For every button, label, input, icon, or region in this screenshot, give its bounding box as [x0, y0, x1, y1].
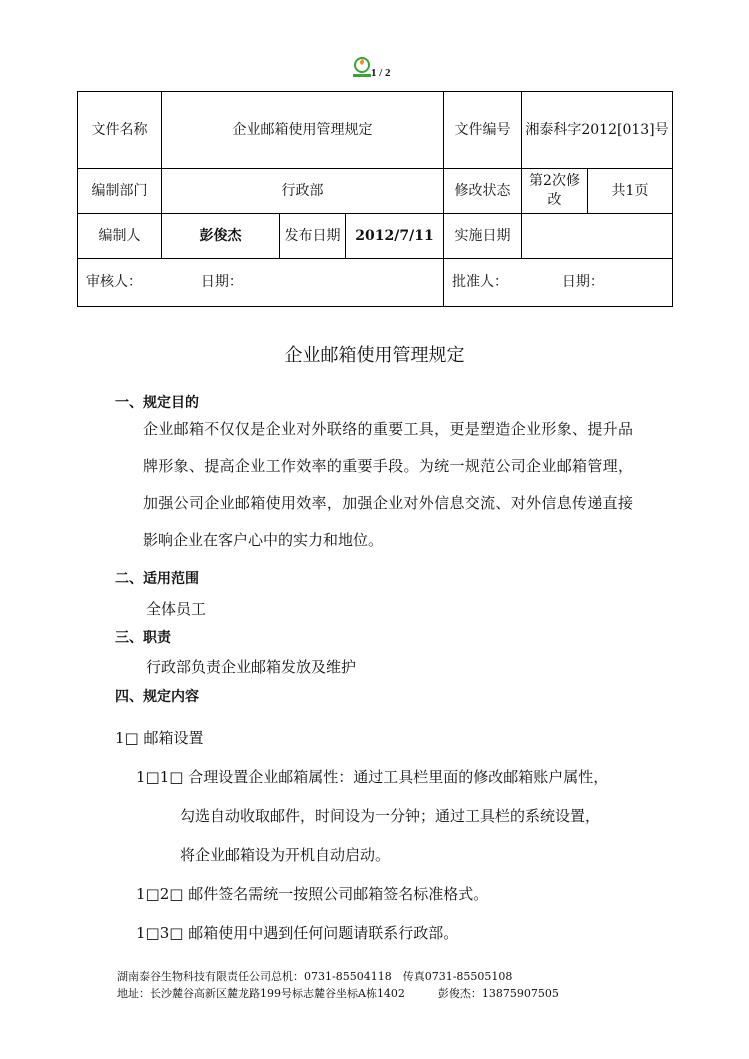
- item-1-1-line-3: 将企业邮箱设为开机自动启动。: [180, 846, 391, 864]
- file-no: 湘泰科字2012[013]号: [522, 92, 673, 169]
- page-indicator: 1 / 2: [371, 67, 391, 79]
- document-info-table: [77, 91, 673, 307]
- dept-label: 编制部门: [78, 169, 162, 214]
- footer-address: 地址：长沙麓谷高新区麓龙路199号标志麓谷坐标A栋1402 彭俊杰：13875907505: [117, 987, 559, 1000]
- author: 彭俊杰: [162, 214, 280, 259]
- approver-label: 批准人：: [452, 274, 508, 290]
- document-title: 企业邮箱使用管理规定: [284, 345, 465, 366]
- revision-label: 修改状态: [444, 169, 522, 214]
- section-text-duty: 行政部负责企业邮箱发放及维护: [146, 658, 357, 676]
- item-1: 1□ 邮箱设置: [115, 729, 204, 747]
- reviewer-label: 审核人：: [86, 274, 142, 290]
- item-1-3: 1□3□ 邮箱使用中遇到任何问题请联系行政部。: [136, 924, 459, 942]
- file-name-label: 文件名称: [78, 92, 162, 169]
- section-heading-duty: 三、职责: [115, 630, 171, 646]
- item-1-1-line-1: 1□1□ 合理设置企业邮箱属性：通过工具栏里面的修改邮箱账户属性，: [136, 768, 609, 786]
- effective-label: 实施日期: [444, 214, 522, 259]
- approve-cell: [444, 259, 673, 307]
- publish-date: 2012/7/11: [346, 214, 444, 259]
- approve-date-label: 日期：: [561, 274, 604, 290]
- dept: 行政部: [162, 169, 444, 214]
- section-text-purpose: 企业邮箱不仅仅是企业对外联络的重要工具，更是塑造企业形象、提升品牌形象、提高企业工作效率的重要手段。为统一规范公司企业邮箱管理，加强公司企业邮箱使用效率，加强企业对外信息交流、对外信息传递直接影响企业在客户心中的实力和地位。: [143, 420, 633, 549]
- effective-date: [522, 214, 673, 259]
- review-date-label: 日期：: [200, 274, 243, 290]
- section-heading-purpose: 一、规定目的: [115, 395, 199, 411]
- section-heading-content: 四、规定内容: [115, 689, 199, 705]
- review-cell: [78, 259, 444, 307]
- item-1-2: 1□2□ 邮件签名需统一按照公司邮箱签名标准格式。: [136, 885, 489, 903]
- footer-contact: 湖南泰谷生物科技有限责任公司总机：0731-85504118 传真0731-85505108: [117, 970, 513, 983]
- file-name: 企业邮箱使用管理规定: [162, 92, 444, 169]
- file-no-label: 文件编号: [444, 92, 522, 169]
- section-heading-scope: 二、适用范围: [115, 571, 199, 587]
- publish-label: 发布日期: [280, 214, 346, 259]
- item-1-1-line-2: 勾选自动收取邮件，时间设为一分钟；通过工具栏的系统设置，: [180, 807, 601, 825]
- section-text-scope: 全体员工: [146, 600, 207, 618]
- page-count: 共1页: [588, 169, 673, 214]
- author-label: 编制人: [78, 214, 162, 259]
- revision: 第2次修改: [522, 169, 588, 214]
